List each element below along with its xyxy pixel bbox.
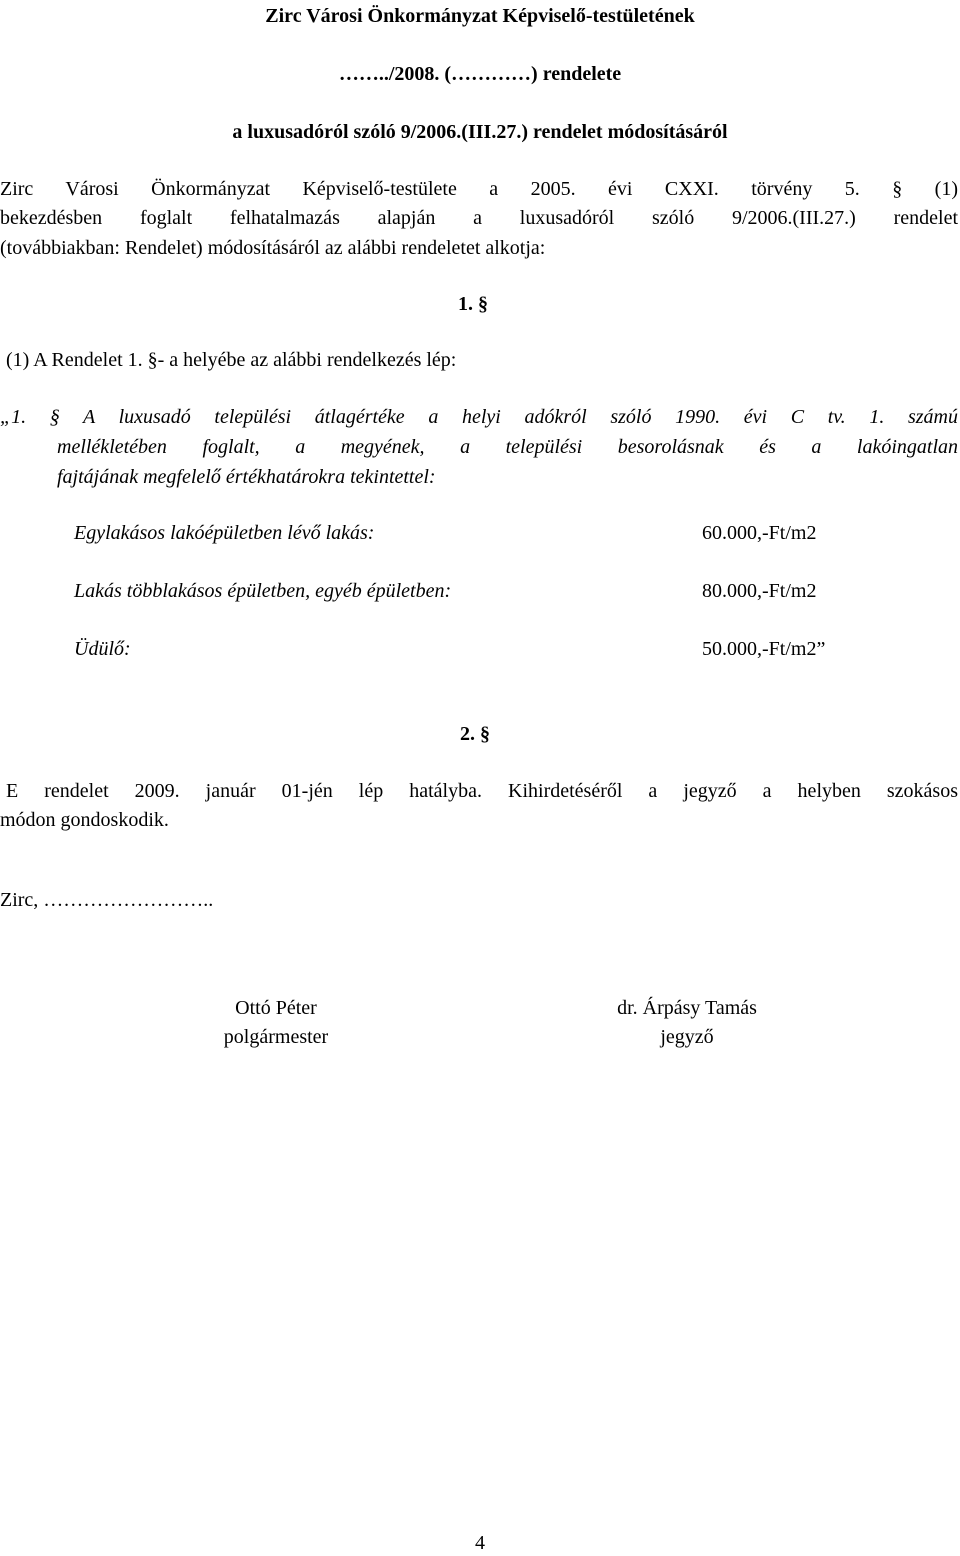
rate-value-2: 80.000,-Ft/m2	[702, 580, 817, 602]
section-2-heading: 2. §	[460, 723, 490, 745]
document-title: Zirc Városi Önkormányzat Képviselő-testületének	[265, 5, 695, 27]
signatory-1-name: Ottó Péter	[235, 997, 317, 1019]
page-number: 4	[475, 1532, 485, 1554]
regulation-number: ……../2008. (…………) rendelete	[338, 63, 622, 85]
quote-line-3: fajtájának megfelelő értékhatárokra tekintettel:	[57, 466, 436, 488]
signatory-2-title: jegyző	[660, 1026, 714, 1048]
rate-label-3: Üdülő:	[74, 638, 131, 660]
section-1-intro: (1) A Rendelet 1. §- a helyébe az alábbi rendelkezés lép:	[6, 349, 457, 371]
quote-line-1: „1. § A luxusadó települési átlagértéke a helyi adókról szóló 1990. évi C tv. 1. számú	[0, 406, 958, 428]
section-1-heading: 1. §	[458, 293, 488, 315]
preamble-line-1: Zirc Városi Önkormányzat Képviselő-testülete a 2005. évi CXXI. törvény 5. § (1)	[0, 178, 958, 200]
rate-value-3: 50.000,-Ft/m2”	[702, 638, 826, 660]
regulation-subject: a luxusadóról szóló 9/2006.(III.27.) rendelet módosításáról	[232, 121, 728, 143]
section-2-line-2: módon gondoskodik.	[0, 809, 169, 831]
rate-value-1: 60.000,-Ft/m2	[702, 522, 817, 544]
preamble-line-3: (továbbiakban: Rendelet) módosításáról az alábbi rendeletet alkotja:	[0, 237, 546, 259]
rate-label-1: Egylakásos lakóépületben lévő lakás:	[74, 522, 375, 544]
signatory-2-name: dr. Árpásy Tamás	[617, 997, 757, 1019]
section-2-line-1: E rendelet 2009. január 01-jén lép hatályba. Kihirdetéséről a jegyző a helyben szokásos	[6, 780, 958, 802]
preamble-line-2: bekezdésben foglalt felhatalmazás alapján a luxusadóról szóló 9/2006.(III.27.) rendelet	[0, 207, 958, 229]
signatory-1-title: polgármester	[223, 1026, 329, 1048]
rate-label-2: Lakás többlakásos épületben, egyéb épületben:	[74, 580, 452, 602]
quote-line-2: mellékletében foglalt, a megyének, a települési besorolásnak és a lakóingatlan	[57, 436, 958, 458]
place-and-date: Zirc, ……………………..	[0, 889, 214, 911]
